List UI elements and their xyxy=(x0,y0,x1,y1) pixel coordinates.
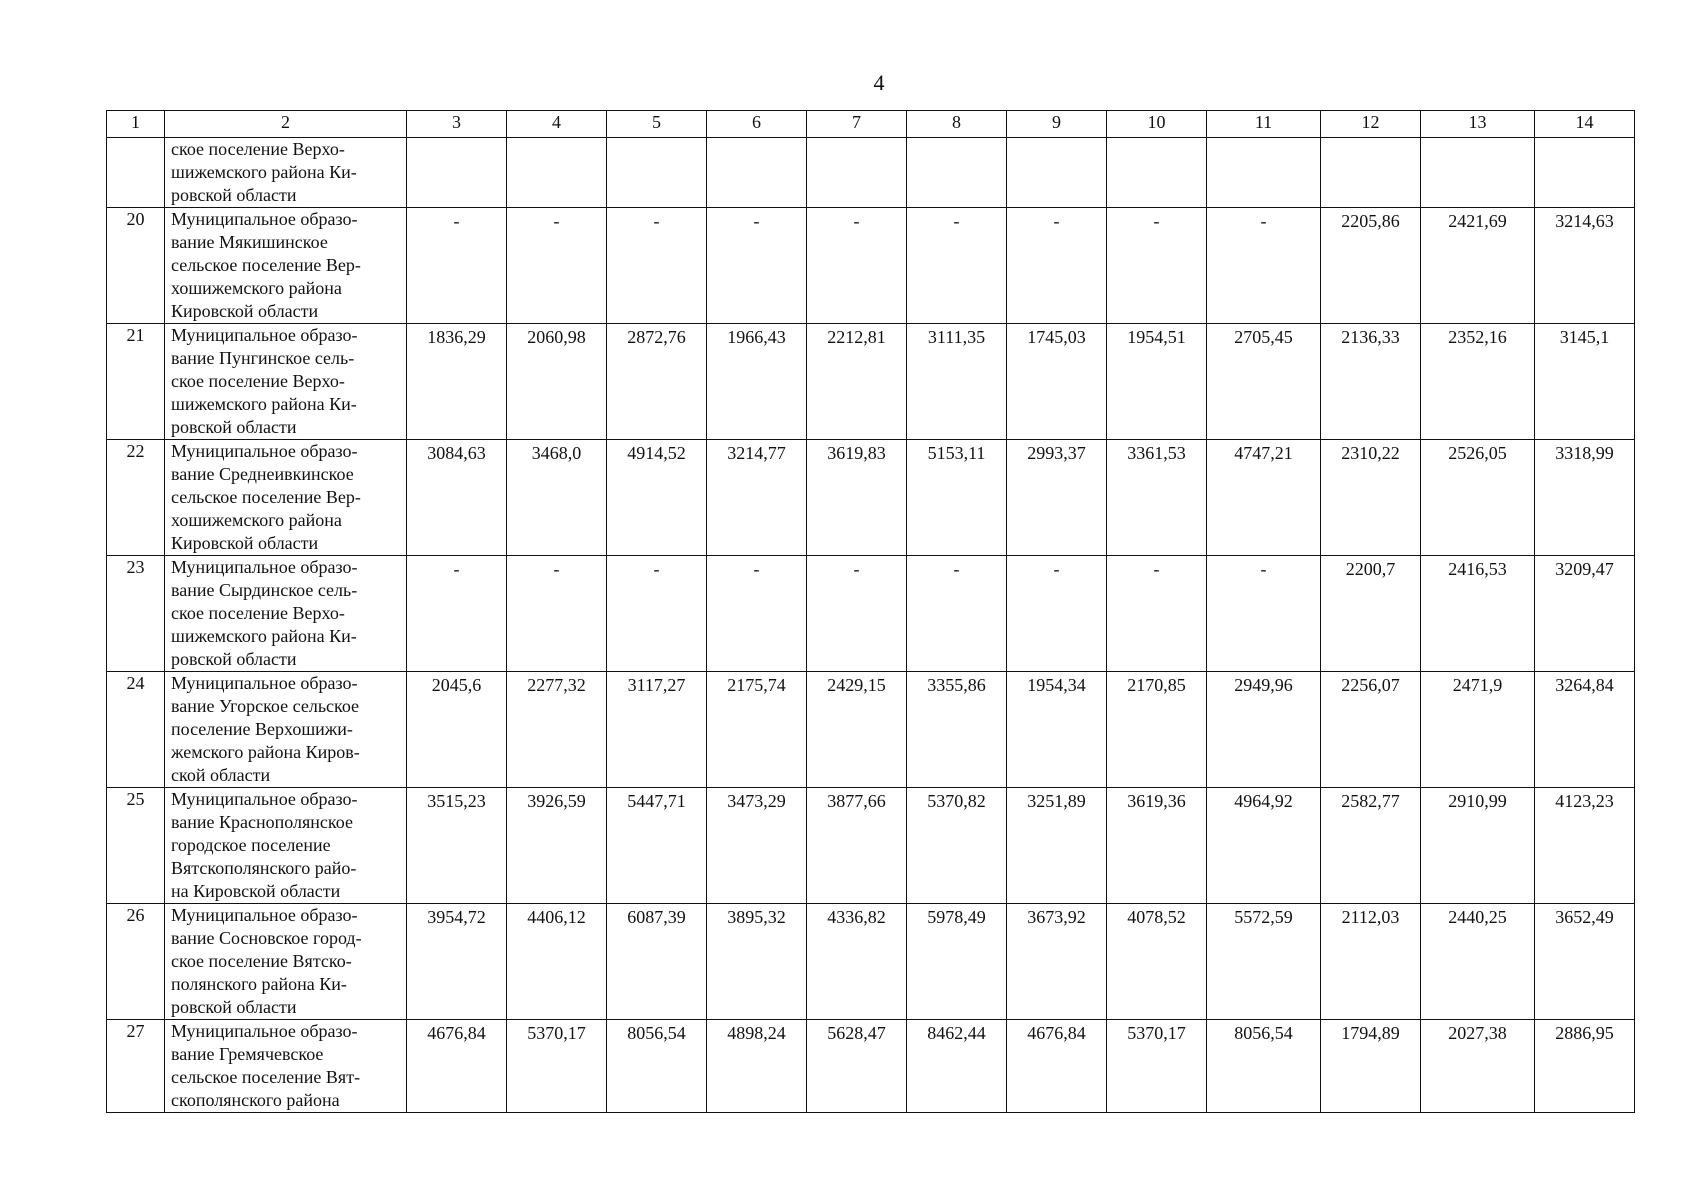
value-cell-col-6: 2175,74 xyxy=(707,672,807,788)
value-cell-col-10: - xyxy=(1107,556,1207,672)
value-cell-col-5: 3117,27 xyxy=(607,672,707,788)
row-number: 27 xyxy=(107,1020,165,1113)
value-cell-col-10: 3361,53 xyxy=(1107,440,1207,556)
municipality-name: Муниципальное образо- вание Мякишинское сельское поселение Вер- хошижемского района Кировской области xyxy=(165,208,407,324)
page-number: 4 xyxy=(873,70,885,95)
value-cell-col-5: 2872,76 xyxy=(607,324,707,440)
value-cell-col-7: 2212,81 xyxy=(807,324,907,440)
value-cell-col-5: 4914,52 xyxy=(607,440,707,556)
value-cell-col-9: 3673,92 xyxy=(1007,904,1107,1020)
value-cell-col-7: 3619,83 xyxy=(807,440,907,556)
table-row xyxy=(107,556,1635,672)
value-cell-col-9: - xyxy=(1007,556,1107,672)
table-row xyxy=(107,138,1635,208)
row-number: 26 xyxy=(107,904,165,1020)
column-header-5: 5 xyxy=(607,111,707,138)
value-cell-col-6: 3214,77 xyxy=(707,440,807,556)
value-cell-col-12: 1794,89 xyxy=(1321,1020,1421,1113)
row-number: 22 xyxy=(107,440,165,556)
value-cell-col-7: - xyxy=(807,556,907,672)
column-header-4: 4 xyxy=(507,111,607,138)
value-cell-col-4: 4406,12 xyxy=(507,904,607,1020)
value-cell-col-8: 5370,82 xyxy=(907,788,1007,904)
value-cell-col-8: 3111,35 xyxy=(907,324,1007,440)
value-cell-col-3: 2045,6 xyxy=(407,672,507,788)
row-number: 24 xyxy=(107,672,165,788)
table-row xyxy=(107,1020,1635,1113)
value-cell-col-14: 3145,1 xyxy=(1535,324,1635,440)
row-number: 20 xyxy=(107,208,165,324)
value-cell-col-5 xyxy=(607,138,707,208)
municipality-name: Муниципальное образо- вание Краснополянское городское поселение Вятскополянского райо- на Кировской области xyxy=(165,788,407,904)
value-cell-col-14 xyxy=(1535,138,1635,208)
value-cell-col-9: 1954,34 xyxy=(1007,672,1107,788)
column-header-7: 7 xyxy=(807,111,907,138)
value-cell-col-14: 3214,63 xyxy=(1535,208,1635,324)
table-row xyxy=(107,672,1635,788)
value-cell-col-14: 3264,84 xyxy=(1535,672,1635,788)
value-cell-col-6: 3895,32 xyxy=(707,904,807,1020)
municipality-name: Муниципальное образо- вание Среднеивкинское сельское поселение Вер- хошижемского района Кировской области xyxy=(165,440,407,556)
row-number: 23 xyxy=(107,556,165,672)
value-cell-col-6: 3473,29 xyxy=(707,788,807,904)
value-cell-col-14: 3652,49 xyxy=(1535,904,1635,1020)
value-cell-col-12 xyxy=(1321,138,1421,208)
value-cell-col-7 xyxy=(807,138,907,208)
value-cell-col-7: - xyxy=(807,208,907,324)
value-cell-col-12: 2310,22 xyxy=(1321,440,1421,556)
value-cell-col-8: 5153,11 xyxy=(907,440,1007,556)
column-header-14: 14 xyxy=(1535,111,1635,138)
value-cell-col-11: - xyxy=(1207,208,1321,324)
value-cell-col-11: 4747,21 xyxy=(1207,440,1321,556)
value-cell-col-7: 5628,47 xyxy=(807,1020,907,1113)
value-cell-col-10: 5370,17 xyxy=(1107,1020,1207,1113)
value-cell-col-8: - xyxy=(907,208,1007,324)
header-row xyxy=(107,111,1635,138)
value-cell-col-14: 3209,47 xyxy=(1535,556,1635,672)
value-cell-col-4: 2277,32 xyxy=(507,672,607,788)
value-cell-col-10: 4078,52 xyxy=(1107,904,1207,1020)
value-cell-col-13: 2526,05 xyxy=(1421,440,1535,556)
value-cell-col-13: 2910,99 xyxy=(1421,788,1535,904)
value-cell-col-5: - xyxy=(607,208,707,324)
municipality-name: Муниципальное образо- вание Сосновское город- ское поселение Вятско- полянского района Ки- ровской области xyxy=(165,904,407,1020)
column-header-10: 10 xyxy=(1107,111,1207,138)
value-cell-col-4: 3468,0 xyxy=(507,440,607,556)
value-cell-col-9: 2993,37 xyxy=(1007,440,1107,556)
municipality-name: Муниципальное образо- вание Гремячевское сельское поселение Вят- скополянского района xyxy=(165,1020,407,1113)
value-cell-col-3: - xyxy=(407,556,507,672)
value-cell-col-13: 2027,38 xyxy=(1421,1020,1535,1113)
value-cell-col-10: 1954,51 xyxy=(1107,324,1207,440)
value-cell-col-3: 1836,29 xyxy=(407,324,507,440)
municipality-name: Муниципальное образо- вание Сырдинское сель- ское поселение Верхо- шижемского района Ки- ровской области xyxy=(165,556,407,672)
value-cell-col-10 xyxy=(1107,138,1207,208)
value-cell-col-9: 4676,84 xyxy=(1007,1020,1107,1113)
value-cell-col-6: - xyxy=(707,208,807,324)
value-cell-col-13: 2471,9 xyxy=(1421,672,1535,788)
value-cell-col-11: 8056,54 xyxy=(1207,1020,1321,1113)
value-cell-col-9: - xyxy=(1007,208,1107,324)
value-cell-col-12: 2582,77 xyxy=(1321,788,1421,904)
value-cell-col-6: 1966,43 xyxy=(707,324,807,440)
table-row xyxy=(107,440,1635,556)
column-header-6: 6 xyxy=(707,111,807,138)
column-header-13: 13 xyxy=(1421,111,1535,138)
column-header-8: 8 xyxy=(907,111,1007,138)
value-cell-col-9: 1745,03 xyxy=(1007,324,1107,440)
value-cell-col-8: 3355,86 xyxy=(907,672,1007,788)
value-cell-col-3: 3084,63 xyxy=(407,440,507,556)
row-number xyxy=(107,138,165,208)
value-cell-col-12: 2200,7 xyxy=(1321,556,1421,672)
value-cell-col-4: - xyxy=(507,556,607,672)
value-cell-col-14: 4123,23 xyxy=(1535,788,1635,904)
table-row xyxy=(107,788,1635,904)
value-cell-col-4: - xyxy=(507,208,607,324)
municipality-name: Муниципальное образо- вание Пунгинское сель- ское поселение Верхо- шижемского района Ки- ровской области xyxy=(165,324,407,440)
value-cell-col-11: 4964,92 xyxy=(1207,788,1321,904)
value-cell-col-5: 5447,71 xyxy=(607,788,707,904)
value-cell-col-5: 6087,39 xyxy=(607,904,707,1020)
row-number: 21 xyxy=(107,324,165,440)
value-cell-col-8 xyxy=(907,138,1007,208)
column-header-3: 3 xyxy=(407,111,507,138)
value-cell-col-12: 2136,33 xyxy=(1321,324,1421,440)
value-cell-col-7: 4336,82 xyxy=(807,904,907,1020)
column-header-1: 1 xyxy=(107,111,165,138)
value-cell-col-14: 2886,95 xyxy=(1535,1020,1635,1113)
value-cell-col-8: 8462,44 xyxy=(907,1020,1007,1113)
table-row xyxy=(107,904,1635,1020)
value-cell-col-13: 2352,16 xyxy=(1421,324,1535,440)
value-cell-col-13 xyxy=(1421,138,1535,208)
value-cell-col-14: 3318,99 xyxy=(1535,440,1635,556)
value-cell-col-8: 5978,49 xyxy=(907,904,1007,1020)
value-cell-col-13: 2440,25 xyxy=(1421,904,1535,1020)
value-cell-col-4: 3926,59 xyxy=(507,788,607,904)
table-row xyxy=(107,208,1635,324)
value-cell-col-3 xyxy=(407,138,507,208)
value-cell-col-7: 3877,66 xyxy=(807,788,907,904)
value-cell-col-11: - xyxy=(1207,556,1321,672)
value-cell-col-11 xyxy=(1207,138,1321,208)
value-cell-col-11: 2949,96 xyxy=(1207,672,1321,788)
value-cell-col-10: 3619,36 xyxy=(1107,788,1207,904)
value-cell-col-4 xyxy=(507,138,607,208)
value-cell-col-10: - xyxy=(1107,208,1207,324)
value-cell-col-12: 2112,03 xyxy=(1321,904,1421,1020)
value-cell-col-4: 5370,17 xyxy=(507,1020,607,1113)
value-cell-col-12: 2256,07 xyxy=(1321,672,1421,788)
value-cell-col-5: - xyxy=(607,556,707,672)
value-cell-col-3: 4676,84 xyxy=(407,1020,507,1113)
value-cell-col-9 xyxy=(1007,138,1107,208)
column-header-12: 12 xyxy=(1321,111,1421,138)
value-cell-col-5: 8056,54 xyxy=(607,1020,707,1113)
value-cell-col-7: 2429,15 xyxy=(807,672,907,788)
value-cell-col-13: 2416,53 xyxy=(1421,556,1535,672)
value-cell-col-3: 3954,72 xyxy=(407,904,507,1020)
value-cell-col-4: 2060,98 xyxy=(507,324,607,440)
value-cell-col-3: 3515,23 xyxy=(407,788,507,904)
row-number: 25 xyxy=(107,788,165,904)
data-table xyxy=(106,110,1635,1113)
municipality-name: ское поселение Верхо- шижемского района Ки- ровской области xyxy=(165,138,407,208)
value-cell-col-11: 5572,59 xyxy=(1207,904,1321,1020)
value-cell-col-6 xyxy=(707,138,807,208)
value-cell-col-13: 2421,69 xyxy=(1421,208,1535,324)
value-cell-col-9: 3251,89 xyxy=(1007,788,1107,904)
value-cell-col-6: 4898,24 xyxy=(707,1020,807,1113)
value-cell-col-3: - xyxy=(407,208,507,324)
value-cell-col-8: - xyxy=(907,556,1007,672)
column-header-2: 2 xyxy=(165,111,407,138)
column-header-11: 11 xyxy=(1207,111,1321,138)
municipality-name: Муниципальное образо- вание Угорское сельское поселение Верхошижи- жемского района Киров- ской области xyxy=(165,672,407,788)
column-header-9: 9 xyxy=(1007,111,1107,138)
value-cell-col-10: 2170,85 xyxy=(1107,672,1207,788)
value-cell-col-12: 2205,86 xyxy=(1321,208,1421,324)
table-row xyxy=(107,324,1635,440)
value-cell-col-6: - xyxy=(707,556,807,672)
value-cell-col-11: 2705,45 xyxy=(1207,324,1321,440)
